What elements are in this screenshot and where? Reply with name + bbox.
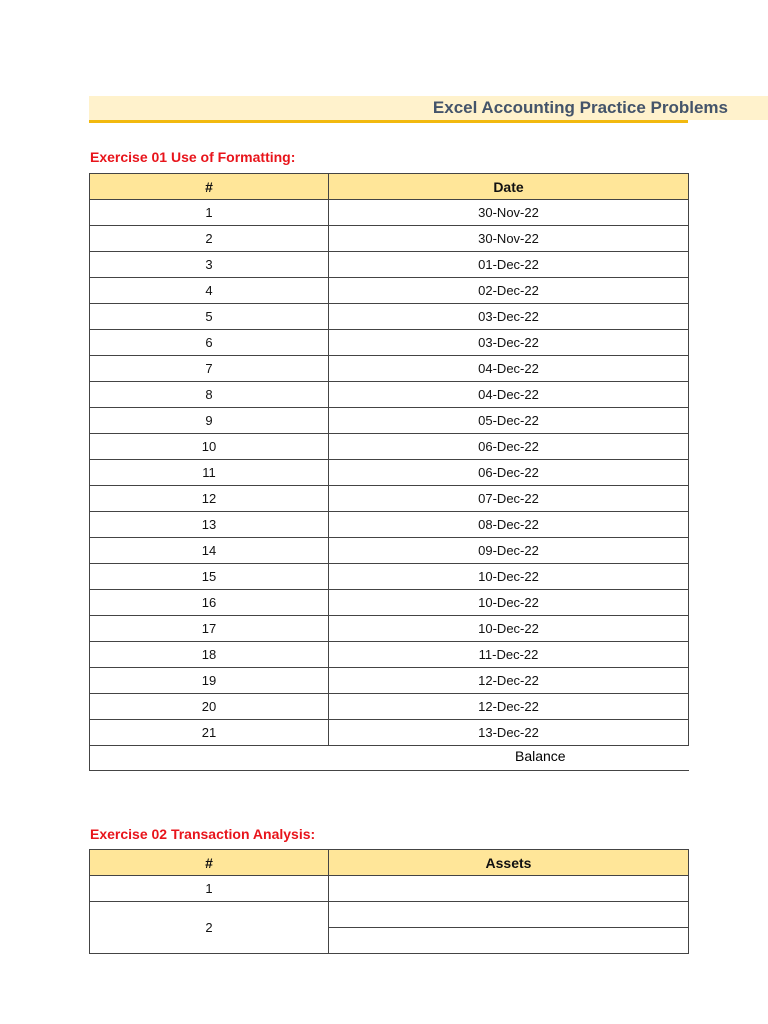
date-cell[interactable]: 06-Dec-22 — [329, 460, 689, 486]
row-number: 6 — [90, 330, 329, 356]
table-row — [90, 252, 689, 278]
table-row — [90, 538, 689, 564]
row-number: 7 — [90, 356, 329, 382]
exercise1-table — [89, 173, 689, 746]
table-row — [90, 642, 689, 668]
table-row — [90, 564, 689, 590]
date-cell[interactable]: 30-Nov-22 — [329, 226, 689, 252]
row-number: 19 — [90, 668, 329, 694]
row-number: 14 — [90, 538, 329, 564]
table-row — [90, 876, 689, 902]
row-number: 16 — [90, 590, 329, 616]
table-row — [90, 226, 689, 252]
row-number: 18 — [90, 642, 329, 668]
exercise1-heading: Exercise 01 Use of Formatting: — [90, 149, 296, 165]
date-cell[interactable]: 10-Dec-22 — [329, 564, 689, 590]
date-cell[interactable]: 06-Dec-22 — [329, 434, 689, 460]
table-row — [90, 434, 689, 460]
row-number: 13 — [90, 512, 329, 538]
table-row — [90, 512, 689, 538]
date-cell[interactable]: 09-Dec-22 — [329, 538, 689, 564]
date-cell[interactable]: 13-Dec-22 — [329, 720, 689, 746]
assets-cell[interactable] — [329, 902, 689, 928]
date-cell[interactable]: 11-Dec-22 — [329, 642, 689, 668]
table-row — [90, 486, 689, 512]
table-row — [90, 304, 689, 330]
assets-cell[interactable] — [329, 876, 689, 902]
balance-row — [89, 745, 689, 771]
row-number: 8 — [90, 382, 329, 408]
col-header-number: # — [90, 850, 329, 876]
table-row — [90, 356, 689, 382]
table-row — [90, 200, 689, 226]
date-cell[interactable]: 07-Dec-22 — [329, 486, 689, 512]
row-number: 10 — [90, 434, 329, 460]
page-title-text: Excel Accounting Practice Problems — [432, 98, 728, 117]
row-number: 5 — [90, 304, 329, 330]
table-row — [90, 330, 689, 356]
row-number: 2 — [90, 226, 329, 252]
row-number: 1 — [90, 200, 329, 226]
date-cell[interactable]: 10-Dec-22 — [329, 590, 689, 616]
date-cell[interactable]: 08-Dec-22 — [329, 512, 689, 538]
row-number: 3 — [90, 252, 329, 278]
row-number: 9 — [90, 408, 329, 434]
date-cell[interactable]: 05-Dec-22 — [329, 408, 689, 434]
title-underline — [89, 120, 688, 123]
exercise2-heading: Exercise 02 Transaction Analysis: — [90, 826, 316, 842]
date-cell[interactable]: 03-Dec-22 — [329, 330, 689, 356]
exercise2-table — [89, 849, 689, 954]
date-cell[interactable]: 12-Dec-22 — [329, 694, 689, 720]
row-number: 17 — [90, 616, 329, 642]
table-row — [90, 694, 689, 720]
table-row — [90, 408, 689, 434]
assets-cell[interactable] — [329, 928, 689, 954]
row-number: 1 — [90, 876, 329, 902]
row-number: 15 — [90, 564, 329, 590]
table-row — [90, 902, 689, 928]
table-row — [90, 720, 689, 746]
table-row — [90, 460, 689, 486]
table-row — [90, 590, 689, 616]
balance-label: Balance — [515, 748, 566, 764]
table-row — [90, 616, 689, 642]
date-cell[interactable]: 02-Dec-22 — [329, 278, 689, 304]
date-cell[interactable]: 12-Dec-22 — [329, 668, 689, 694]
date-cell[interactable]: 04-Dec-22 — [329, 356, 689, 382]
table-row — [90, 278, 689, 304]
row-number: 2 — [90, 902, 329, 954]
col-header-number: # — [90, 174, 329, 200]
date-cell[interactable]: 01-Dec-22 — [329, 252, 689, 278]
page-title — [89, 96, 728, 120]
date-cell[interactable]: 10-Dec-22 — [329, 616, 689, 642]
col-header-date: Date — [329, 174, 689, 200]
row-number: 11 — [90, 460, 329, 486]
date-cell[interactable]: 04-Dec-22 — [329, 382, 689, 408]
row-number: 21 — [90, 720, 329, 746]
row-number: 12 — [90, 486, 329, 512]
col-header-assets: Assets — [329, 850, 689, 876]
table-row — [90, 668, 689, 694]
date-cell[interactable]: 30-Nov-22 — [329, 200, 689, 226]
date-cell[interactable]: 03-Dec-22 — [329, 304, 689, 330]
row-number: 20 — [90, 694, 329, 720]
table-row — [90, 382, 689, 408]
row-number: 4 — [90, 278, 329, 304]
